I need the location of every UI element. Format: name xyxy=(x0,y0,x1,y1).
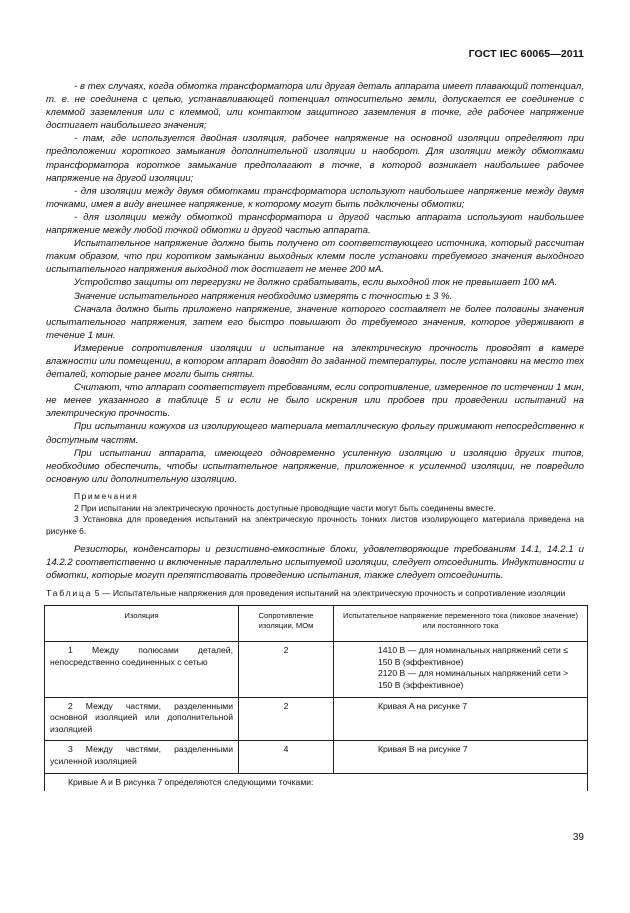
table-cell-voltage xyxy=(334,741,588,773)
paragraph: Резисторы, конденсаторы и резистивно-емкостные блоки, удовлетворяющие требованиям 14.1, 14.2.1 и 14.2.2 соответственно и включенные параллельно испытуемой изоляции, следует отсоединить. Индуктивности и обмотки, которые могут препятствовать проведению испытания, также следует отсоединить. xyxy=(46,544,584,582)
table-cell-resistance: 2 xyxy=(239,642,334,697)
table-header-cell: Сопротивление изоляции, МОм xyxy=(239,606,334,642)
paragraph: Сначала должно быть приложено напряжение, значение которого составляет не более половины значения испытательного напряжения, затем его быстро повышают до требуемого значения, которое удерживают в течение 1 мин. xyxy=(46,303,584,341)
table-header-row xyxy=(45,606,588,642)
voltage-line: 2120 В — для номинальных напряжений сети > 150 В (эффективное) xyxy=(378,668,569,690)
voltage-line: Кривая A на рисунке 7 xyxy=(378,700,468,711)
paragraph: При испытании аппарата, имеющего одновременно усиленную изоляцию и изоляцию других типов, необходимо обеспечить, чтобы испытательное напряжение, приложенное к усиленной изоляции, не повредило основную или дополнительную изоляцию. xyxy=(46,447,584,485)
table-5 xyxy=(44,605,588,791)
paragraph: - для изоляции между обмоткой трансформатора и другой частью аппарата используют наибольшее напряжение между любой точкой обмотки и другой частью аппарата. xyxy=(46,211,584,237)
paragraph: - там, где используется двойная изоляция, рабочее напряжение на основной изоляции определяют при предположении короткого замыкания дополнительной изоляции и наоборот. Для изоляции между обмотками трансформатора короткое замыкание предполагают в точке, в которой возникает наибольшее рабочее напряжение на другой изоляции; xyxy=(46,133,584,184)
page-number: 39 xyxy=(572,832,584,843)
paragraph: Устройство защиты от перегрузки не должно срабатывать, если выходной ток не превышает 100 мА. xyxy=(74,277,558,289)
table-header-cell: Изоляция xyxy=(45,606,239,642)
table-row xyxy=(45,642,588,697)
table-cell-insulation: 1 Между полюсами деталей, непосредственно соединенных с сетью xyxy=(45,642,239,697)
voltage-line: 1410 В — для номинальных напряжений сети ≤ 150 В (эффективное) xyxy=(378,645,568,667)
table-caption-label: Таблица xyxy=(46,587,93,598)
table-caption xyxy=(46,588,584,600)
paragraph: Испытательное напряжение должно быть получено от соответствующего источника, который рассчитан таким образом, что при коротком замыкании выходных клемм после установки требуемого значения выходного испытательного напряжения выходной ток достигает не менее 200 мА. xyxy=(46,238,584,276)
table-cell-insulation: 3 Между частями, разделенными усиленной изоляцией xyxy=(45,741,239,773)
notes-block xyxy=(46,491,584,537)
table-footer-row xyxy=(45,773,588,791)
paragraph: Измерение сопротивления изоляции и испытание на электрическую прочность проводят в камере влажности или помещении, в котором аппарат доводят до заданной температуры, после установки на место тех деталей, которые ранее могли быть сняты. xyxy=(46,342,584,381)
note-item: 2 При испытании на электрическую прочность доступные проводящие части могут быть соединены вместе. xyxy=(74,502,496,513)
voltage-line: Кривая B на рисунке 7 xyxy=(378,744,468,755)
paragraph: - в тех случаях, когда обмотка трансформатора или другая деталь аппарата имеет плавающий потенциал, т. е. не соединена с цепью, устанавливающей потенциал относительно земли, допускается ее соединение с клеммой заземления или с клеммой, или контактом защитного заземления в точке, где рабочее напряжение достигает наибольшего значения; xyxy=(46,81,584,132)
table-cell-voltage xyxy=(334,697,588,741)
table-row xyxy=(45,697,588,741)
table-footer-cell: Кривые A и B рисунка 7 определяются следующими точками: xyxy=(45,773,588,791)
standard-header: ГОСТ IEC 60065—2011 xyxy=(468,48,584,60)
table-cell-resistance: 4 xyxy=(239,741,334,773)
table-cell-voltage xyxy=(334,642,588,697)
table-caption-text: 5 — Испытательные напряжения для проведения испытаний на электрическую прочность и сопротивление изоляции xyxy=(94,587,566,598)
table-cell-resistance: 2 xyxy=(239,697,334,741)
table-header-cell: Испытательное напряжение переменного тока (пиковое значение) или постоянного тока xyxy=(334,606,588,642)
table-row xyxy=(45,741,588,773)
body-text xyxy=(46,80,584,791)
paragraph: Считают, что аппарат соответствует требованиям, если сопротивление, измеренное по истечении 1 мин, не менее указанного в таблице 5 и если не было искрения или пробоев при проведении испытаний на электрическую прочность. xyxy=(46,382,584,420)
table-cell-insulation: 2 Между частями, разделенными основной изоляцией или дополнительной изоляцией xyxy=(45,697,239,741)
paragraph: При испытании кожухов из изолирующего материала металлическую фольгу прижимают непосредственно к доступным частям. xyxy=(46,421,584,446)
paragraph: - для изоляции между двумя обмотками трансформатора используют наибольшее напряжение между двумя точками, имея в виду внешнее напряжение, к которому могут быть подключены обмотки; xyxy=(46,185,584,210)
notes-title: Примечания xyxy=(74,490,139,501)
paragraph: Значение испытательного напряжения необходимо измерять с точностью ± 3 %. xyxy=(74,290,453,302)
note-item: 3 Установка для проведения испытаний на электрическую прочность тонких листов изолирующего материала приведена на рисунке 6. xyxy=(46,514,584,536)
